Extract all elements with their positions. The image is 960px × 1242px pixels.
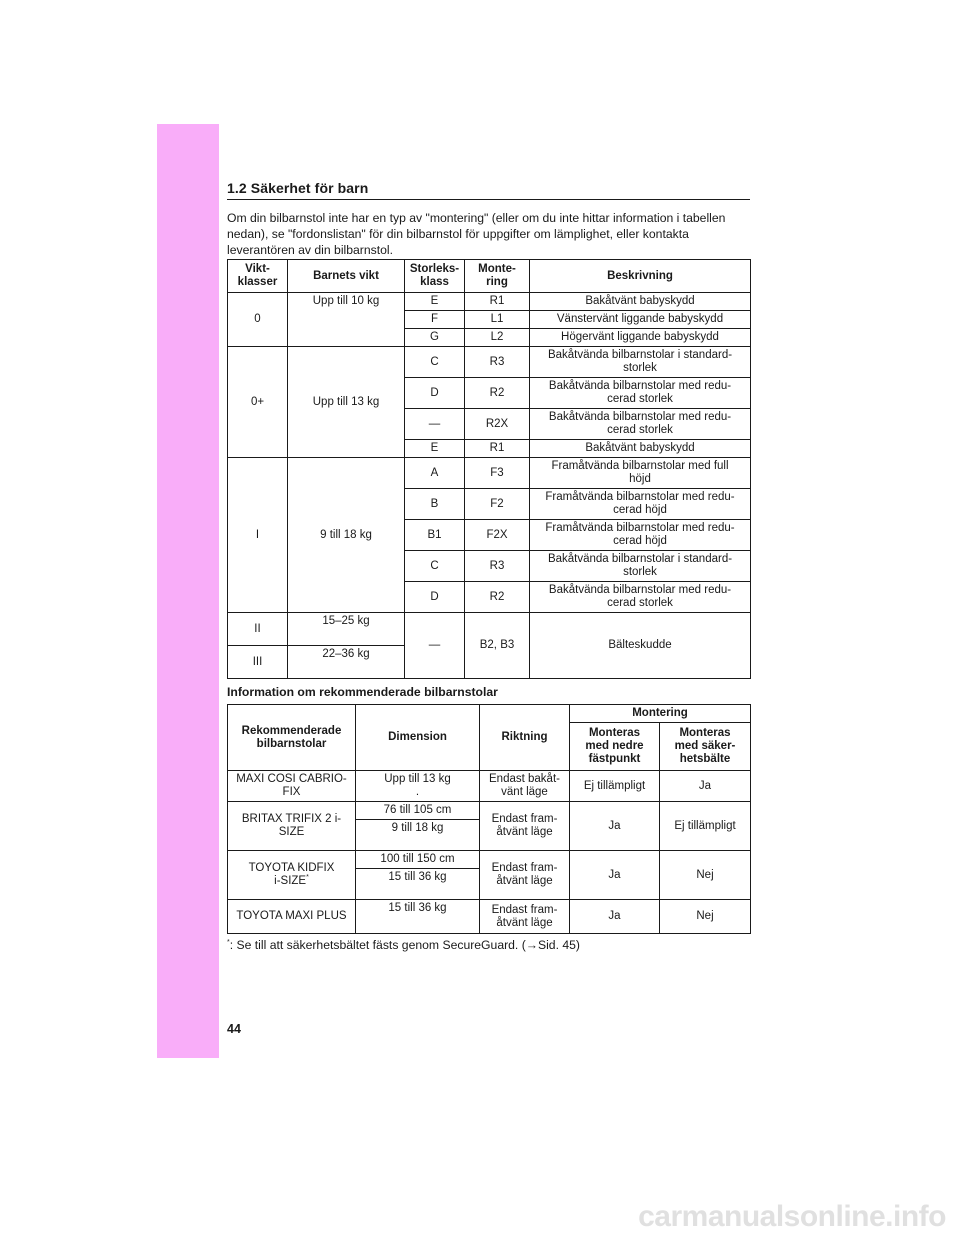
header-recommended-seats: Rekommenderade bilbarnstolar (228, 705, 356, 771)
mounting-cell: R2 (465, 378, 530, 409)
recommended-seats-heading: Information om rekommenderade bilbarnstolar (227, 685, 498, 699)
description-cell: Bakåtvända bilbarnstolar med redu- cerad storlek (530, 409, 751, 440)
size-class-cell: C (405, 347, 465, 378)
footnote-text: : Se till att säkerhetsbältet fästs genom SecureGuard. (→Sid. 45) (229, 938, 580, 952)
recommended-seats-table (227, 704, 751, 934)
header-child-weight: Barnets vikt (288, 260, 405, 293)
size-class-cell: — (405, 409, 465, 440)
size-class-cell: F (405, 311, 465, 329)
size-class-cell: A (405, 458, 465, 489)
mounting-cell: F2X (465, 520, 530, 551)
description-cell: Bakåtvänt babyskydd (530, 440, 751, 458)
dimension-cell: 15 till 36 kg (356, 869, 480, 900)
weight-class-cell: III (228, 646, 288, 679)
child-weight-cell: Upp till 10 kg (288, 293, 405, 347)
table-row (228, 347, 751, 378)
header-direction: Riktning (480, 705, 570, 771)
description-cell: Vänstervänt liggande babyskydd (530, 311, 751, 329)
dimension-cell: 100 till 150 cm (356, 851, 480, 869)
description-cell: Bakåtvända bilbarnstolar med redu- cerad storlek (530, 582, 751, 613)
seat-name-cell: TOYOTA KIDFIX i-SIZE* (228, 851, 356, 900)
table-row (228, 851, 751, 869)
size-class-cell: B (405, 489, 465, 520)
header-seat-belt: Monteras med säker- hetsbälte (660, 723, 751, 771)
mounting-cell: R3 (465, 551, 530, 582)
watermark: carmanualsonline.info (638, 1200, 946, 1233)
description-cell: Högervänt liggande babyskydd (530, 329, 751, 347)
page-number: 44 (227, 1022, 241, 1036)
size-class-cell: G (405, 329, 465, 347)
seat-name-cell: BRITAX TRIFIX 2 i- SIZE (228, 802, 356, 851)
size-class-cell: C (405, 551, 465, 582)
mounting-cell: L2 (465, 329, 530, 347)
mounting-cell: F2 (465, 489, 530, 520)
description-cell: Bakåtvända bilbarnstolar med redu- cerad storlek (530, 378, 751, 409)
mounting-cell: R2 (465, 582, 530, 613)
size-class-cell: B1 (405, 520, 465, 551)
mounting-cell: L1 (465, 311, 530, 329)
header-description: Beskrivning (530, 260, 751, 293)
lower-anchor-cell: Ja (570, 802, 660, 851)
weight-class-cell: 0 (228, 293, 288, 347)
weight-class-cell: II (228, 613, 288, 646)
child-weight-cell: 22–36 kg (288, 646, 405, 679)
weight-class-cell: I (228, 458, 288, 613)
description-cell: Framåtvända bilbarnstolar med redu- cerad höjd (530, 489, 751, 520)
mounting-cell: R1 (465, 440, 530, 458)
child-weight-cell: 9 till 18 kg (288, 458, 405, 613)
table-row (228, 613, 751, 646)
mounting-cell: R3 (465, 347, 530, 378)
dimension-cell: 15 till 36 kg (356, 900, 480, 934)
footnote-mark: * (306, 874, 309, 882)
lower-anchor-cell: Ej tillämpligt (570, 771, 660, 802)
mounting-cell: F3 (465, 458, 530, 489)
header-weight-class: Vikt- klasser (228, 260, 288, 293)
size-class-cell: E (405, 440, 465, 458)
description-cell: Bälteskudde (530, 613, 751, 679)
child-weight-cell: Upp till 13 kg (288, 347, 405, 458)
mounting-cell: R2X (465, 409, 530, 440)
seat-belt-cell: Ja (660, 771, 751, 802)
description-cell: Bakåtvänt babyskydd (530, 293, 751, 311)
seat-belt-cell: Nej (660, 900, 751, 934)
table-row (228, 900, 751, 934)
direction-cell: Endast fram- åtvänt läge (480, 851, 570, 900)
size-class-cell: — (405, 613, 465, 679)
side-band (157, 124, 219, 1058)
size-class-cell: E (405, 293, 465, 311)
table-row (228, 802, 751, 820)
description-cell: Bakåtvända bilbarnstolar i standard- storlek (530, 551, 751, 582)
seat-belt-cell: Nej (660, 851, 751, 900)
seat-name-cell: MAXI COSI CABRIO- FIX (228, 771, 356, 802)
header-lower-anchor: Monteras med nedre fästpunkt (570, 723, 660, 771)
weight-class-table (227, 259, 751, 679)
footnote (227, 938, 580, 952)
header-size-class: Storleks- klass (405, 260, 465, 293)
weight-class-cell: 0+ (228, 347, 288, 458)
table-row (228, 771, 751, 802)
size-class-cell: D (405, 582, 465, 613)
table-row (228, 458, 751, 489)
intro-paragraph: Om din bilbarnstol inte har en typ av "montering" (eller om du inte hittar information i tabellen nedan), se "fordonslistan" för din bilbarnstol för uppgifter om lämplighet, eller kontakta leverantören av din bilbarnstol. (227, 211, 726, 257)
header-mounting: Monte- ring (465, 260, 530, 293)
description-cell: Bakåtvända bilbarnstolar i standard- storlek (530, 347, 751, 378)
mounting-cell: R1 (465, 293, 530, 311)
dimension-cell: 9 till 18 kg (356, 820, 480, 851)
table-row (228, 293, 751, 311)
mounting-cell: B2, B3 (465, 613, 530, 679)
child-weight-cell: 15–25 kg (288, 613, 405, 646)
seat-name-cell: TOYOTA MAXI PLUS (228, 900, 356, 934)
footnote-mark: * (227, 938, 230, 946)
direction-cell: Endast fram- åtvänt läge (480, 802, 570, 851)
dimension-cell: Upp till 13 kg . (356, 771, 480, 802)
header-dimension: Dimension (356, 705, 480, 771)
lower-anchor-cell: Ja (570, 851, 660, 900)
section-divider (227, 199, 750, 200)
size-class-cell: D (405, 378, 465, 409)
seat-belt-cell: Ej tillämpligt (660, 802, 751, 851)
section-title: 1.2 Säkerhet för barn (227, 180, 369, 196)
lower-anchor-cell: Ja (570, 900, 660, 934)
description-cell: Framåtvända bilbarnstolar med full höjd (530, 458, 751, 489)
description-cell: Framåtvända bilbarnstolar med redu- cerad höjd (530, 520, 751, 551)
direction-cell: Endast fram- åtvänt läge (480, 900, 570, 934)
header-montering: Montering (570, 705, 751, 723)
direction-cell: Endast bakåt- vänt läge (480, 771, 570, 802)
dimension-cell: 76 till 105 cm (356, 802, 480, 820)
